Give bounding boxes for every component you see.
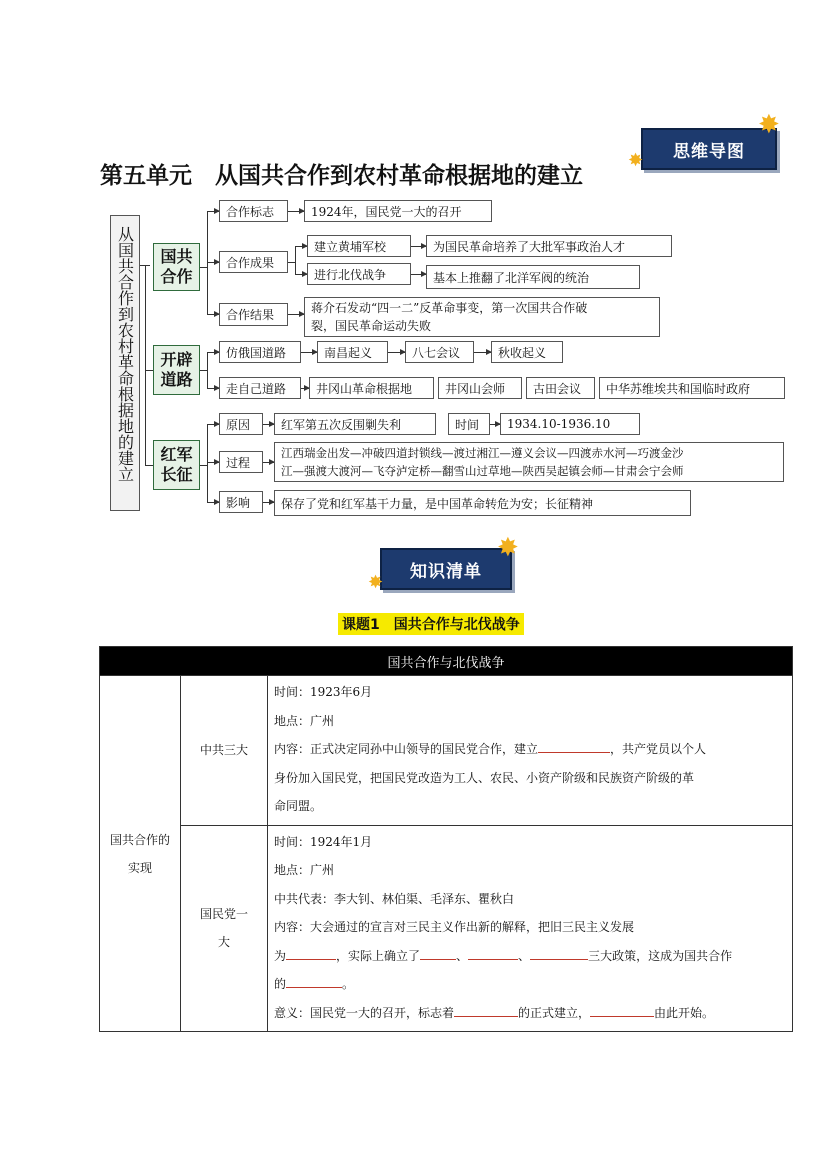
node-autumn-harvest: 秋收起义: [491, 341, 563, 363]
node-cause-value: 红军第五次反围剿失利: [274, 413, 436, 435]
mindmap-badge: 思维导图: [641, 128, 777, 170]
node-jinggangshan-base: 井冈山革命根据地: [309, 377, 434, 399]
branch-guogong-hezuo: 国共合作: [153, 243, 200, 291]
mindmap-root: 从国共合作到农村革命根据地的建立: [110, 215, 140, 511]
node-whampoa-value: 为国民革命培养了大批军事政治人才: [426, 235, 672, 257]
table-row: [100, 676, 793, 826]
page-title: 第五单元 从国共合作到农村革命根据地的建立: [100, 163, 583, 189]
blank-field[interactable]: [538, 736, 610, 753]
node-sign-value: 1924年，国民党一大的召开: [304, 200, 492, 222]
node-jinggangshan-meeting: 井冈山会师: [438, 377, 522, 399]
node-impact: 影响: [219, 491, 263, 513]
row-content: 时间：1924年1月 地点：广州 中共代表：李大钊、林伯渠、毛泽东、瞿秋白 内容：大会通过的宣言对三民主义作出新的解释，把旧三民主义发展 为 ，实际上确立了 、 、 三大政策，这成为国共合作 的 。 意义：国民党一大的召开，标志着 的正式建立， 由此开始。: [268, 825, 793, 1032]
node-cause: 原因: [219, 413, 263, 435]
knowledge-table: [99, 646, 793, 1032]
star-icon: ✸: [628, 150, 644, 171]
table-header: 国共合作与北伐战争: [100, 647, 793, 676]
section-label: 国共合作的实现: [100, 676, 181, 1032]
node-northern-expedition-value: 基本上推翻了北洋军阀的统治: [426, 265, 640, 289]
node-gutian: 古田会议: [526, 377, 595, 399]
blank-field[interactable]: [590, 1000, 654, 1017]
blank-field[interactable]: [468, 943, 518, 960]
node-process: 过程: [219, 451, 263, 473]
blank-field[interactable]: [454, 1000, 518, 1017]
branch-kaipi-daolu: 开辟道路: [153, 345, 200, 395]
blank-field[interactable]: [530, 943, 588, 960]
node-outcome: 合作结果: [219, 303, 288, 326]
knowledge-badge: 知识清单: [380, 548, 512, 590]
table-row: [100, 825, 793, 1032]
node-time-value: 1934.10-1936.10: [500, 413, 640, 435]
node-soviet-gov: 中华苏维埃共和国临时政府: [599, 377, 785, 399]
node-northern-expedition: 进行北伐战争: [307, 263, 411, 285]
node-nanchang: 南昌起义: [317, 341, 388, 363]
node-aug7: 八七会议: [405, 341, 474, 363]
star-icon: ✸: [497, 533, 519, 563]
node-whampoa: 建立黄埔军校: [307, 235, 411, 257]
node-own-road: 走自己道路: [219, 377, 301, 399]
blank-field[interactable]: [286, 943, 336, 960]
blank-field[interactable]: [286, 971, 342, 988]
branch-long-march: 红军长征: [153, 440, 200, 490]
node-impact-value: 保存了党和红军基干力量，是中国革命转危为安；长征精神: [274, 490, 691, 516]
node-process-value: 江西瑞金出发—冲破四道封锁线—渡过湘江—遵义会议—四渡赤水河—巧渡金沙 江—强渡大渡河—飞夺泸定桥—翻雪山过草地—陕西吴起镇会师—甘肃会宁会师: [274, 442, 784, 482]
row-name: 中共三大: [181, 676, 268, 826]
lesson-title: 课题1 国共合作与北伐战争: [338, 613, 524, 635]
star-icon: ✸: [368, 572, 384, 593]
star-icon: ✸: [758, 110, 780, 140]
node-russian-road: 仿俄国道路: [219, 341, 301, 363]
node-outcome-value: 蒋介石发动“四一二”反革命事变，第一次国共合作破 裂，国民革命运动失败: [304, 297, 660, 337]
row-content: 时间：1923年6月 地点：广州 内容：正式决定同孙中山领导的国民党合作，建立 ，共产党员以个人 身份加入国民党，把国民党改造为工人、农民、小资产阶级和民族资产阶级的革 命同盟。: [268, 676, 793, 826]
blank-field[interactable]: [420, 943, 456, 960]
row-name: 国民党一大: [181, 825, 268, 1032]
node-result: 合作成果: [219, 251, 288, 273]
node-sign: 合作标志: [219, 200, 288, 222]
node-time: 时间: [448, 413, 490, 435]
